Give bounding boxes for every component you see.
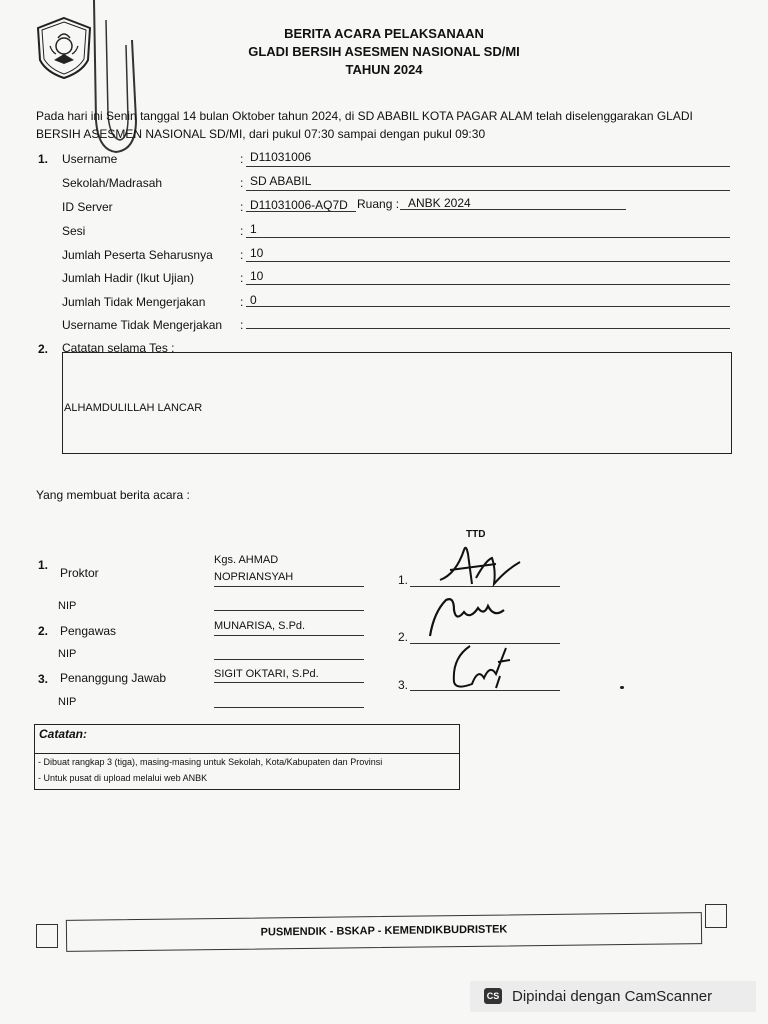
footer-text: PUSMENDIK - BSKAP - KEMENDIKBUDRISTEK <box>260 923 508 939</box>
proktor-nip-line <box>214 610 364 611</box>
section2-number: 2. <box>38 342 49 356</box>
username-label: Username <box>62 152 118 166</box>
school-value: SD ABABIL <box>250 174 312 188</box>
footer-left-square <box>36 924 58 948</box>
username-not-working-label: Username Tidak Mengerjakan <box>62 318 223 332</box>
proktor-role: Proktor <box>60 566 99 580</box>
username-not-working-underline <box>246 328 730 329</box>
document-title-line2: GLADI BERSIH ASESMEN NASIONAL SD/MI <box>248 44 520 59</box>
pengawas-name: MUNARISA, S.Pd. <box>214 620 306 632</box>
id-server-colon: : <box>240 200 244 214</box>
username-underline <box>246 166 730 167</box>
footer-box <box>66 912 702 952</box>
session-colon: : <box>240 224 244 238</box>
attended-underline <box>246 284 730 285</box>
pj-name-underline <box>214 682 364 683</box>
school-label: Sekolah/Madrasah <box>62 176 163 190</box>
pj-signature <box>446 638 516 694</box>
username-value: D11031006 <box>250 150 312 164</box>
session-label: Sesi <box>62 224 86 238</box>
username-not-working-colon: : <box>240 318 244 332</box>
room-value: ANBK 2024 <box>408 196 471 210</box>
pj-sign-number: 3. <box>398 678 409 692</box>
pj-number: 3. <box>38 672 49 686</box>
document-title-line3: TAHUN 2024 <box>345 62 423 77</box>
proktor-name-line1: Kgs. AHMAD <box>214 554 279 566</box>
section1-number: 1. <box>38 152 49 166</box>
expected-participants-underline <box>246 261 730 262</box>
document-title-line1: BERITA ACARA PELAKSANAAN <box>284 26 484 41</box>
attended-label: Jumlah Hadir (Ikut Ujian) <box>62 271 195 285</box>
pj-name: SIGIT OKTARI, S.Pd. <box>214 668 319 680</box>
proktor-signature <box>436 540 526 590</box>
session-underline <box>246 237 730 238</box>
proktor-nip-label: NIP <box>58 600 77 612</box>
not-working-underline <box>246 306 730 307</box>
pj-nip-label: NIP <box>58 696 77 708</box>
proktor-sign-number: 1. <box>398 573 409 587</box>
attended-value: 10 <box>250 269 264 283</box>
not-working-value: 0 <box>250 293 257 307</box>
ttd-label: TTD <box>466 529 486 540</box>
footer-right-square <box>705 904 727 928</box>
not-working-label: Jumlah Tidak Mengerjakan <box>62 295 206 309</box>
proktor-name-line2: NOPRIANSYAH <box>214 571 294 583</box>
catatan-divider <box>35 753 459 754</box>
intro-line1: Pada hari ini Senin tanggal 14 bulan Oktober tahun 2024, di SD ABABIL KOTA PAGAR ALAM telah diselenggarakan GLADI <box>36 109 693 123</box>
id-server-label: ID Server <box>62 200 113 214</box>
catatan-item-1: - Dibuat rangkap 3 (tiga), masing-masing untuk Sekolah, Kota/Kabupaten dan Provinsi <box>38 757 383 767</box>
intro-line2: BERSIH ASESMEN NASIONAL SD/MI, dari pukul 07:30 sampai dengan pukul 09:30 <box>36 127 486 141</box>
school-colon: : <box>240 176 244 190</box>
attended-colon: : <box>240 271 244 285</box>
pengawas-sign-number: 2. <box>398 630 409 644</box>
pengawas-nip-line <box>214 659 364 660</box>
camscanner-text: Dipindai dengan CamScanner <box>512 988 713 1005</box>
catatan-title: Catatan: <box>39 727 88 741</box>
pj-nip-line <box>214 707 364 708</box>
camscanner-watermark <box>470 981 756 1012</box>
pj-role: Penanggung Jawab <box>60 671 167 685</box>
pengawas-name-underline <box>214 635 364 636</box>
not-working-colon: : <box>240 295 244 309</box>
ink-dot <box>620 686 624 689</box>
expected-participants-value: 10 <box>250 246 264 260</box>
camscanner-logo-icon: CS <box>484 988 502 1004</box>
proktor-name-underline <box>214 586 364 587</box>
username-colon: : <box>240 152 244 166</box>
school-underline <box>246 190 730 191</box>
proktor-number: 1. <box>38 558 49 572</box>
pengawas-role: Pengawas <box>60 624 117 638</box>
session-value: 1 <box>250 222 257 236</box>
catatan-item-2: - Untuk pusat di upload melalui web ANBK <box>38 773 208 783</box>
pengawas-nip-label: NIP <box>58 648 77 660</box>
room-underline <box>400 209 626 210</box>
expected-participants-label: Jumlah Peserta Seharusnya <box>62 248 213 262</box>
maker-label: Yang membuat berita acara : <box>36 488 190 502</box>
expected-participants-colon: : <box>240 248 244 262</box>
room-label: Ruang : <box>357 197 400 211</box>
notes-text: ALHAMDULILLAH LANCAR <box>64 402 203 414</box>
notes-label: Catatan selama Tes : <box>62 341 175 355</box>
id-server-value: D11031006-AQ7D <box>250 198 348 212</box>
pengawas-number: 2. <box>38 624 49 638</box>
catatan-box <box>34 724 460 790</box>
id-server-underline <box>246 211 356 212</box>
pengawas-signature <box>424 592 514 644</box>
